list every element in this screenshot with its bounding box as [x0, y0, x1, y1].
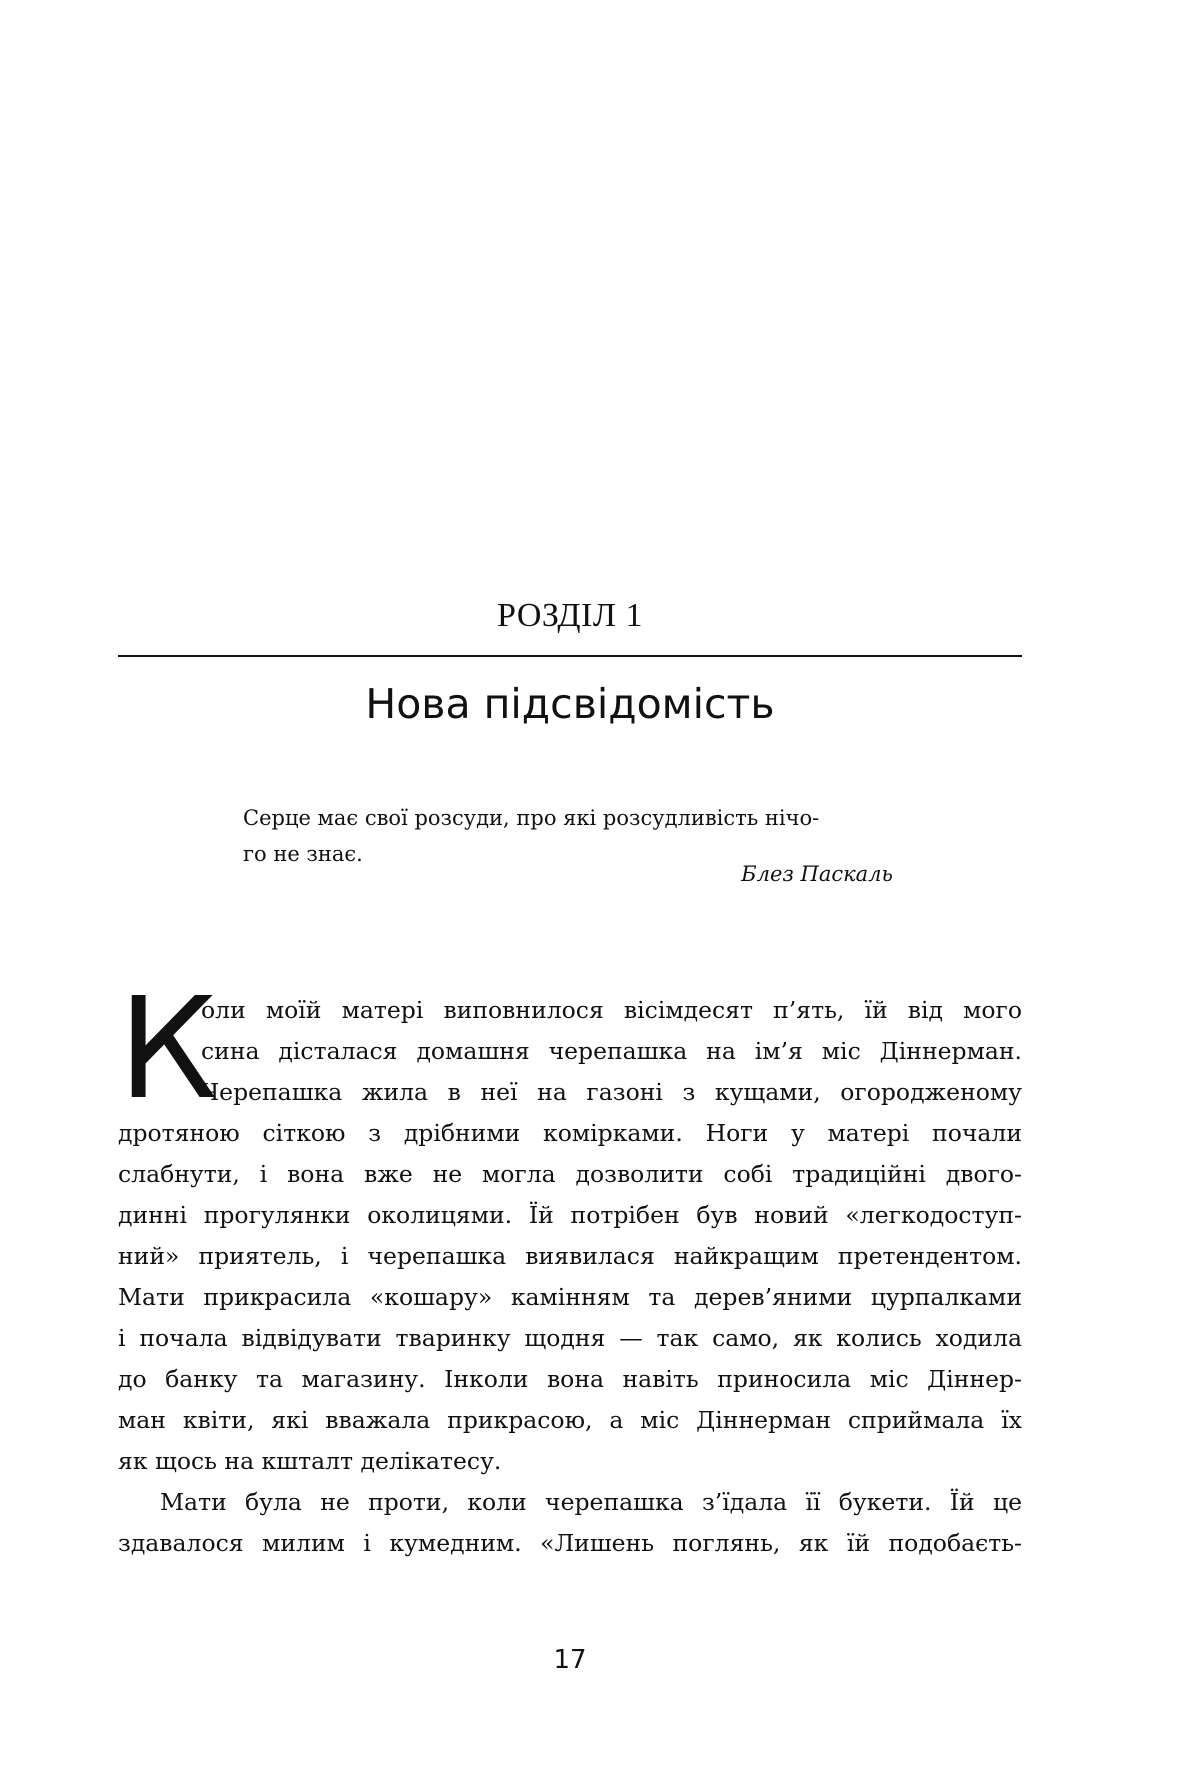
- body-line: сина дісталася домашня черепашка на ім’я міс Діннерман.: [201, 1037, 1022, 1065]
- body-line: слабнути, і вона вже не могла дозволити собі традиційні двого-: [118, 1160, 1022, 1188]
- body-line: ний» приятель, і черепашка виявилася найкращим претендентом.: [118, 1242, 1022, 1270]
- chapter-label: РОЗДІЛ 1: [497, 597, 643, 634]
- body-line: Черепашка жила в неї на газоні з кущами, огородженому: [201, 1078, 1022, 1106]
- epigraph-line: Серце має свої розсуди, про які розсудливість нічо-: [243, 806, 820, 830]
- body-line: як щось на кшталт делікатесу.: [118, 1447, 502, 1475]
- body-line: Мати прикрасила «кошару» камінням та дерев’яними цурпалками: [118, 1283, 1022, 1311]
- epigraph-line: го не знає.: [243, 842, 363, 866]
- chapter-rule: [118, 655, 1022, 657]
- body-line: здавалося милим і кумедним. «Лишень поглянь, як їй подобаєть-: [118, 1529, 1022, 1557]
- body-line: Мати була не проти, коли черепашка з’їдала її букети. Їй це: [160, 1488, 1022, 1516]
- body-text: [118, 968, 1022, 1564]
- epigraph-author: Блез Паскаль: [741, 862, 893, 886]
- body-line: дротяною сіткою з дрібними комірками. Ноги у матері почали: [118, 1119, 1022, 1147]
- body-line: оли моїй матері виповнилося вісімдесят п’ять, їй від мого: [201, 996, 1022, 1024]
- page-number: 17: [553, 1645, 587, 1675]
- body-line: ман квіти, які вважала прикрасою, а міс Діннерман сприймала їх: [118, 1406, 1022, 1434]
- body-line: і почала відвідувати тваринку щодня — так само, як колись ходила: [118, 1324, 1022, 1352]
- body-line: динні прогулянки околицями. Їй потрібен був новий «легкодоступ-: [118, 1201, 1022, 1229]
- drop-cap: К: [118, 968, 218, 1131]
- chapter-title: Нова підсвідомість: [365, 680, 775, 728]
- body-line: до банку та магазину. Інколи вона навіть приносила міс Діннер-: [118, 1365, 1022, 1393]
